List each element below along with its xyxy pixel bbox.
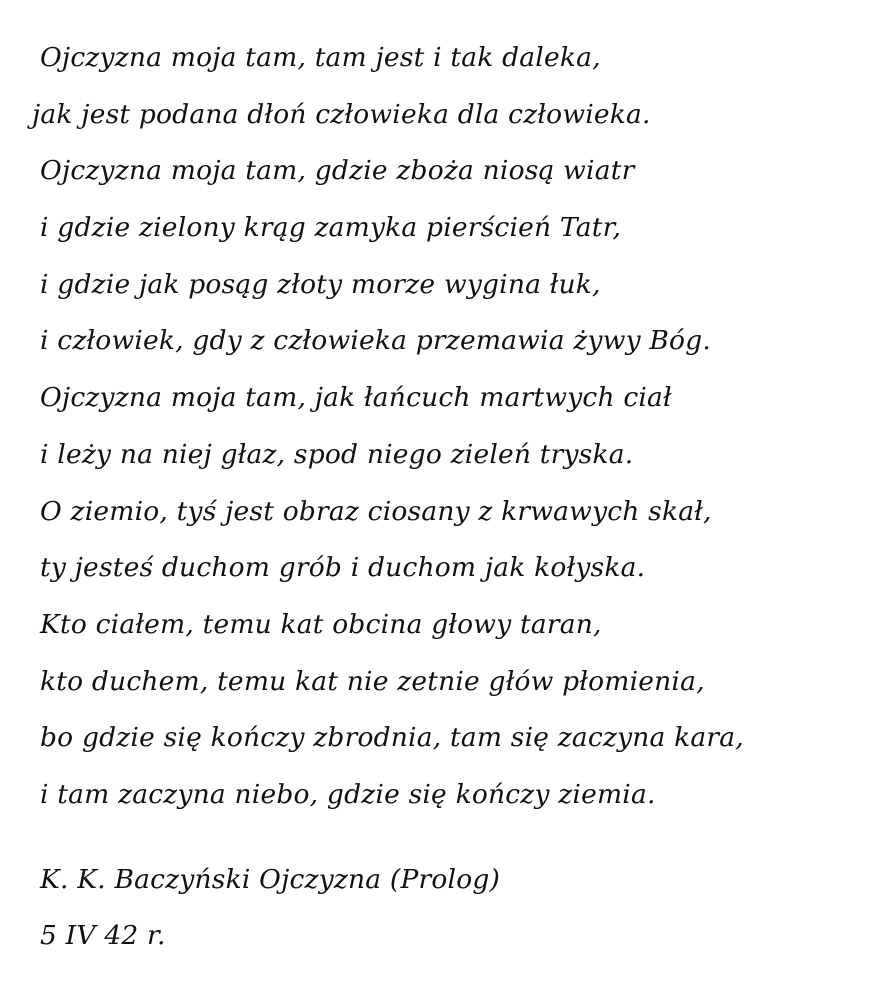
author-attribution: K. K. Baczyński Ojczyzna (Prolog) xyxy=(40,864,501,895)
poem-line-8: i leży na niej głaz, spod niego zieleń tryska. xyxy=(40,438,634,470)
poem-line-1: Ojczyzna moja tam, tam jest i tak daleka, xyxy=(40,42,601,73)
poem-line-7: Ojczyzna moja tam, jak łańcuch martwych ciał xyxy=(40,382,672,414)
poem-line-14: i tam zaczyna niebo, gdzie się kończy ziemia. xyxy=(40,778,656,810)
poem-line-2: jak jest podana dłoń człowieka dla człowieka. xyxy=(32,98,651,130)
poem-line-6: i człowiek, gdy z człowieka przemawia żywy Bóg. xyxy=(40,325,711,357)
poem-line-11: Kto ciałem, temu kat obcina głowy taran, xyxy=(40,608,602,640)
poem-line-10: ty jesteś duchom grób i duchom jak kołyska. xyxy=(40,552,646,584)
poem-line-4: i gdzie zielony krąg zamyka pierścień Tatr, xyxy=(40,212,622,244)
signature-block xyxy=(40,852,880,964)
poem-line-9: O ziemio, tyś jest obraz ciosany z krwawych skał, xyxy=(40,495,712,527)
poem-line-5: i gdzie jak posąg złoty morze wygina łuk, xyxy=(40,268,601,300)
poem-line-3: Ojczyzna moja tam, gdzie zboża niosą wiatr xyxy=(40,155,635,187)
date-line: 5 IV 42 r. xyxy=(40,920,166,951)
poem-line-12: kto duchem, temu kat nie zetnie głów płomienia, xyxy=(40,665,705,697)
poem-text xyxy=(32,30,880,824)
poem-line-13: bo gdzie się kończy zbrodnia, tam się zaczyna kara, xyxy=(40,722,744,754)
